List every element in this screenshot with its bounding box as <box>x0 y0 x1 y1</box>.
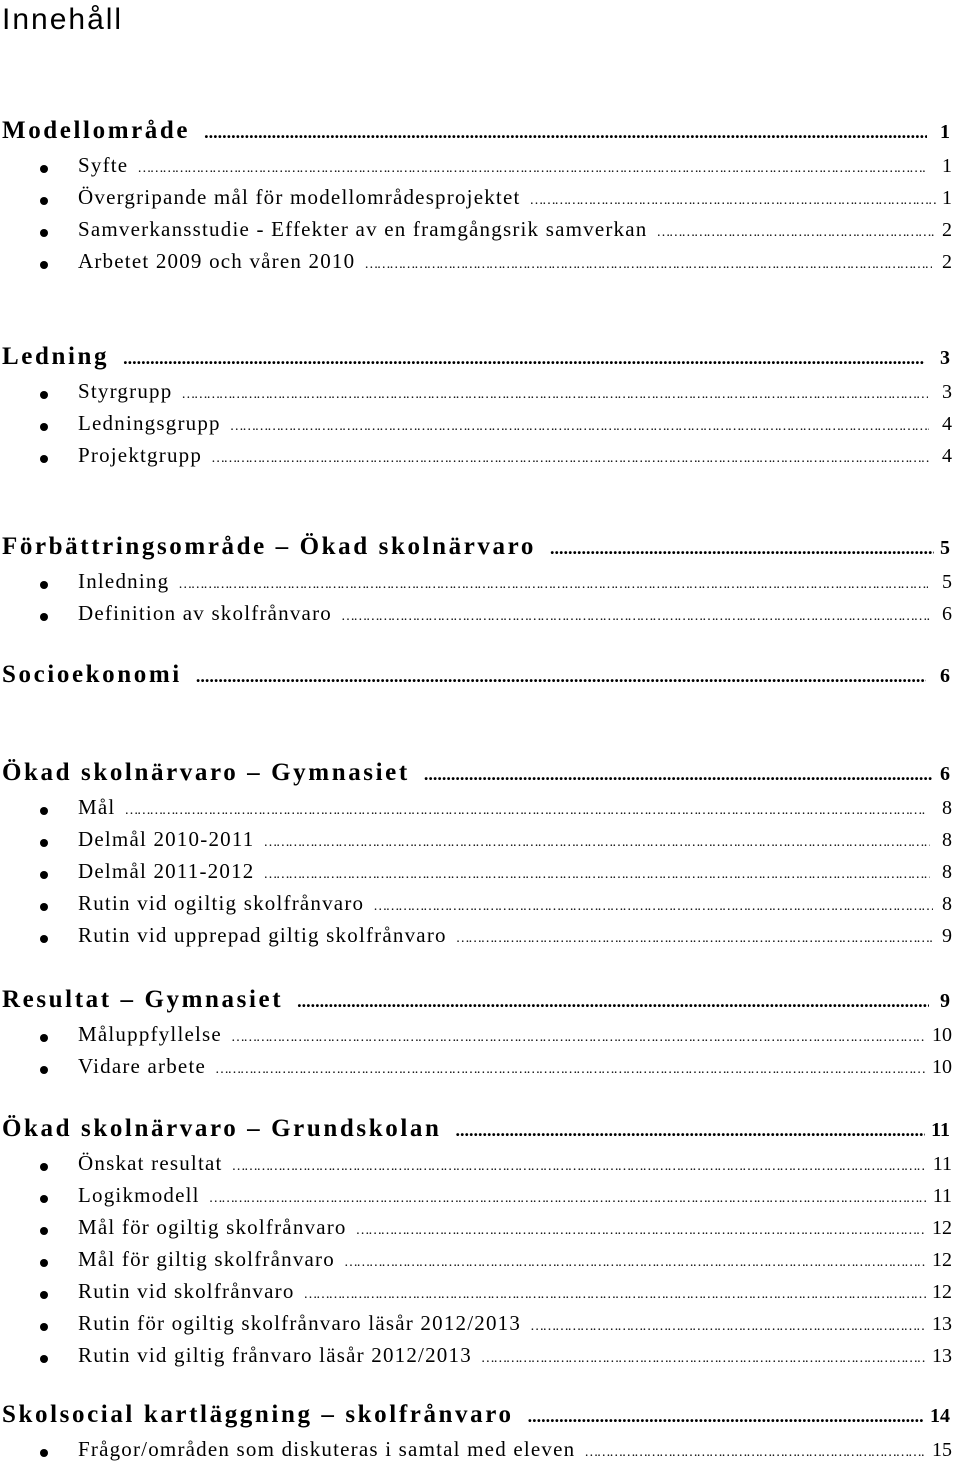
toc-item-page: 12 <box>932 1249 952 1271</box>
toc-heading-page: 14 <box>930 1405 950 1427</box>
bullet-icon <box>40 165 48 173</box>
dot-leader <box>179 577 928 593</box>
bullet-icon <box>40 839 48 847</box>
toc-item-page: 9 <box>942 925 952 947</box>
toc-heading[interactable] <box>0 1401 960 1437</box>
toc-heading[interactable] <box>0 661 960 697</box>
toc-item[interactable] <box>0 1022 960 1054</box>
toc-item[interactable] <box>0 1279 960 1311</box>
toc-item-label: Projektgrupp <box>78 443 203 467</box>
bullet-icon <box>40 613 48 621</box>
toc-heading-label: Ökad skolnärvaro – Gymnasiet <box>2 759 410 786</box>
dot-leader <box>374 899 932 915</box>
toc-item-page: 8 <box>942 829 952 851</box>
toc-item-page: 6 <box>942 603 952 625</box>
dot-leader <box>585 1445 926 1461</box>
toc-section-grundskolan <box>0 1115 960 1375</box>
toc-item-label: Ledningsgrupp <box>78 411 221 435</box>
dot-leader <box>123 348 925 369</box>
bullet-icon <box>40 1259 48 1267</box>
toc-heading-label: Ledning <box>2 343 110 370</box>
bullet-icon <box>40 1227 48 1235</box>
dot-leader <box>657 225 936 241</box>
bullet-icon <box>40 1066 48 1074</box>
toc-item-page: 11 <box>932 1153 952 1175</box>
toc-item-label: Frågor/områden som diskuteras i samtal med eleven <box>78 1437 576 1461</box>
bullet-icon <box>40 1034 48 1042</box>
toc-item-label: Definition av skolfrånvaro <box>78 601 332 625</box>
toc-item-page: 5 <box>942 571 952 593</box>
dot-leader <box>531 193 937 209</box>
dot-leader <box>182 387 928 403</box>
bullet-icon <box>40 935 48 943</box>
dot-leader <box>138 161 927 177</box>
toc-heading-label: Resultat – Gymnasiet <box>2 986 284 1013</box>
toc-item-label: Delmål 2010-2011 <box>78 827 255 851</box>
toc-item[interactable] <box>0 1311 960 1343</box>
toc-item[interactable] <box>0 923 960 955</box>
dot-leader <box>196 666 927 687</box>
bullet-icon <box>40 391 48 399</box>
toc-item-label: Vidare arbete <box>78 1054 207 1078</box>
toc-item-label: Rutin vid giltig frånvaro läsår 2012/2013 <box>78 1343 472 1367</box>
toc-section-ledning <box>0 343 960 475</box>
toc-item[interactable] <box>0 443 960 475</box>
toc-item[interactable] <box>0 891 960 923</box>
bullet-icon <box>40 1163 48 1171</box>
dot-leader <box>264 867 929 883</box>
toc-item[interactable] <box>0 1247 960 1279</box>
toc-item-page: 10 <box>932 1056 952 1078</box>
dot-leader <box>125 803 926 819</box>
dot-leader <box>204 122 927 143</box>
toc-item-page: 12 <box>932 1217 952 1239</box>
toc-item[interactable] <box>0 1343 960 1375</box>
toc-heading-label: Förbättringsområde – Ökad skolnärvaro <box>2 533 536 560</box>
toc-heading-label: Ökad skolnärvaro – Grundskolan <box>2 1115 442 1142</box>
toc-item-label: Mål för giltig skolfrånvaro <box>78 1247 335 1271</box>
bullet-icon <box>40 1195 48 1203</box>
toc-section-skolsocial-kartlaggning <box>0 1401 960 1469</box>
dot-leader <box>424 764 932 785</box>
toc-item-label: Mål <box>78 795 116 819</box>
toc-item-page: 2 <box>942 219 952 241</box>
toc-item[interactable] <box>0 411 960 443</box>
toc-item[interactable] <box>0 379 960 411</box>
dot-leader <box>342 609 932 625</box>
toc-section-socioekonomi <box>0 661 960 697</box>
toc-item-page: 4 <box>942 445 952 467</box>
toc-item-page: 8 <box>942 797 952 819</box>
toc-item-page: 2 <box>942 251 952 273</box>
toc-item-label: Rutin vid ogiltig skolfrånvaro <box>78 891 365 915</box>
dot-leader <box>297 991 929 1012</box>
toc-section-gymnasiet <box>0 759 960 955</box>
dot-leader <box>231 419 929 435</box>
toc-item[interactable] <box>0 153 960 185</box>
toc-heading[interactable] <box>0 986 960 1022</box>
toc-item-page: 11 <box>932 1185 952 1207</box>
bullet-icon <box>40 1355 48 1363</box>
bullet-icon <box>40 1449 48 1457</box>
toc-item-label: Övergripande mål för modellområdesprojektet <box>78 185 521 209</box>
toc-item-label: Arbetet 2009 och våren 2010 <box>78 249 356 273</box>
dot-leader <box>357 1223 926 1239</box>
dot-leader <box>345 1255 926 1271</box>
dot-leader <box>232 1030 926 1046</box>
toc-heading-label: Socioekonomi <box>2 661 182 688</box>
dot-leader <box>457 931 935 947</box>
dot-leader <box>264 835 929 851</box>
toc-item-label: Rutin vid skolfrånvaro <box>78 1279 295 1303</box>
toc-item-label: Delmål 2011-2012 <box>78 859 255 883</box>
bullet-icon <box>40 581 48 589</box>
toc-heading[interactable] <box>0 117 960 153</box>
toc-heading[interactable] <box>0 533 960 569</box>
toc-item-page: 1 <box>942 155 952 177</box>
toc-item-label: Mål för ogiltig skolfrånvaro <box>78 1215 347 1239</box>
toc-section-forbattringsomrade <box>0 533 960 633</box>
bullet-icon <box>40 455 48 463</box>
dot-leader <box>233 1159 927 1175</box>
toc-heading-label: Skolsocial kartläggning – skolfrånvaro <box>2 1401 514 1428</box>
toc-section-modellomrade <box>0 117 960 281</box>
toc-item-page: 4 <box>942 413 952 435</box>
bullet-icon <box>40 1323 48 1331</box>
toc-item[interactable] <box>0 1215 960 1247</box>
toc-heading-page: 1 <box>940 121 950 143</box>
dot-leader <box>455 1120 925 1141</box>
toc-heading[interactable] <box>0 759 960 795</box>
dot-leader <box>550 538 934 559</box>
toc-item-label: Inledning <box>78 569 170 593</box>
toc-heading-page: 9 <box>940 990 950 1012</box>
toc-heading-page: 5 <box>940 537 950 559</box>
toc-item-label: Rutin för ogiltig skolfrånvaro läsår 2012/2013 <box>78 1311 522 1335</box>
toc-item-page: 10 <box>932 1024 952 1046</box>
toc-item-label: Samverkansstudie - Effekter av en framgångsrik samverkan <box>78 217 648 241</box>
toc-item[interactable] <box>0 185 960 217</box>
toc-item-page: 13 <box>932 1313 952 1335</box>
toc-item-page: 8 <box>942 893 952 915</box>
toc-item[interactable] <box>0 1437 960 1469</box>
dot-leader <box>531 1319 926 1335</box>
toc-item[interactable] <box>0 859 960 891</box>
dot-leader <box>212 451 929 467</box>
toc-item-label: Logikmodell <box>78 1183 200 1207</box>
dot-leader <box>528 1406 924 1427</box>
bullet-icon <box>40 807 48 815</box>
toc-item-label: Styrgrupp <box>78 379 173 403</box>
dot-leader <box>210 1191 927 1207</box>
bullet-icon <box>40 197 48 205</box>
dot-leader <box>365 257 932 273</box>
toc-item-page: 15 <box>932 1439 952 1461</box>
dot-leader <box>305 1287 926 1303</box>
toc-item[interactable] <box>0 249 960 281</box>
toc-item[interactable] <box>0 217 960 249</box>
toc-item[interactable] <box>0 1151 960 1183</box>
toc-heading-page: 3 <box>940 347 950 369</box>
toc-heading-label: Modellområde <box>2 117 191 144</box>
toc-item-page: 1 <box>942 187 952 209</box>
toc-item-page: 12 <box>932 1281 952 1303</box>
toc-item-label: Syfte <box>78 153 129 177</box>
toc-item-label: Rutin vid upprepad giltig skolfrånvaro <box>78 923 447 947</box>
dot-leader <box>216 1062 926 1078</box>
bullet-icon <box>40 229 48 237</box>
toc-item-page: 8 <box>942 861 952 883</box>
toc-item[interactable] <box>0 601 960 633</box>
bullet-icon <box>40 871 48 879</box>
toc-item-label: Önskat resultat <box>78 1151 223 1175</box>
toc-item[interactable] <box>0 569 960 601</box>
toc-item-page: 3 <box>942 381 952 403</box>
toc-item[interactable] <box>0 1054 960 1086</box>
bullet-icon <box>40 1291 48 1299</box>
toc-heading[interactable] <box>0 343 960 379</box>
toc-item-page: 13 <box>932 1345 952 1367</box>
toc-item[interactable] <box>0 1183 960 1215</box>
page-title: Innehåll <box>2 3 124 36</box>
dot-leader <box>482 1351 926 1367</box>
toc-heading[interactable] <box>0 1115 960 1151</box>
toc-heading-page: 6 <box>940 763 950 785</box>
bullet-icon <box>40 423 48 431</box>
toc-item-label: Måluppfyllelse <box>78 1022 222 1046</box>
toc-heading-page: 11 <box>931 1119 950 1141</box>
toc-item[interactable] <box>0 795 960 827</box>
toc-heading-page: 6 <box>940 665 950 687</box>
toc-item[interactable] <box>0 827 960 859</box>
toc-section-resultat <box>0 986 960 1086</box>
bullet-icon <box>40 261 48 269</box>
bullet-icon <box>40 903 48 911</box>
